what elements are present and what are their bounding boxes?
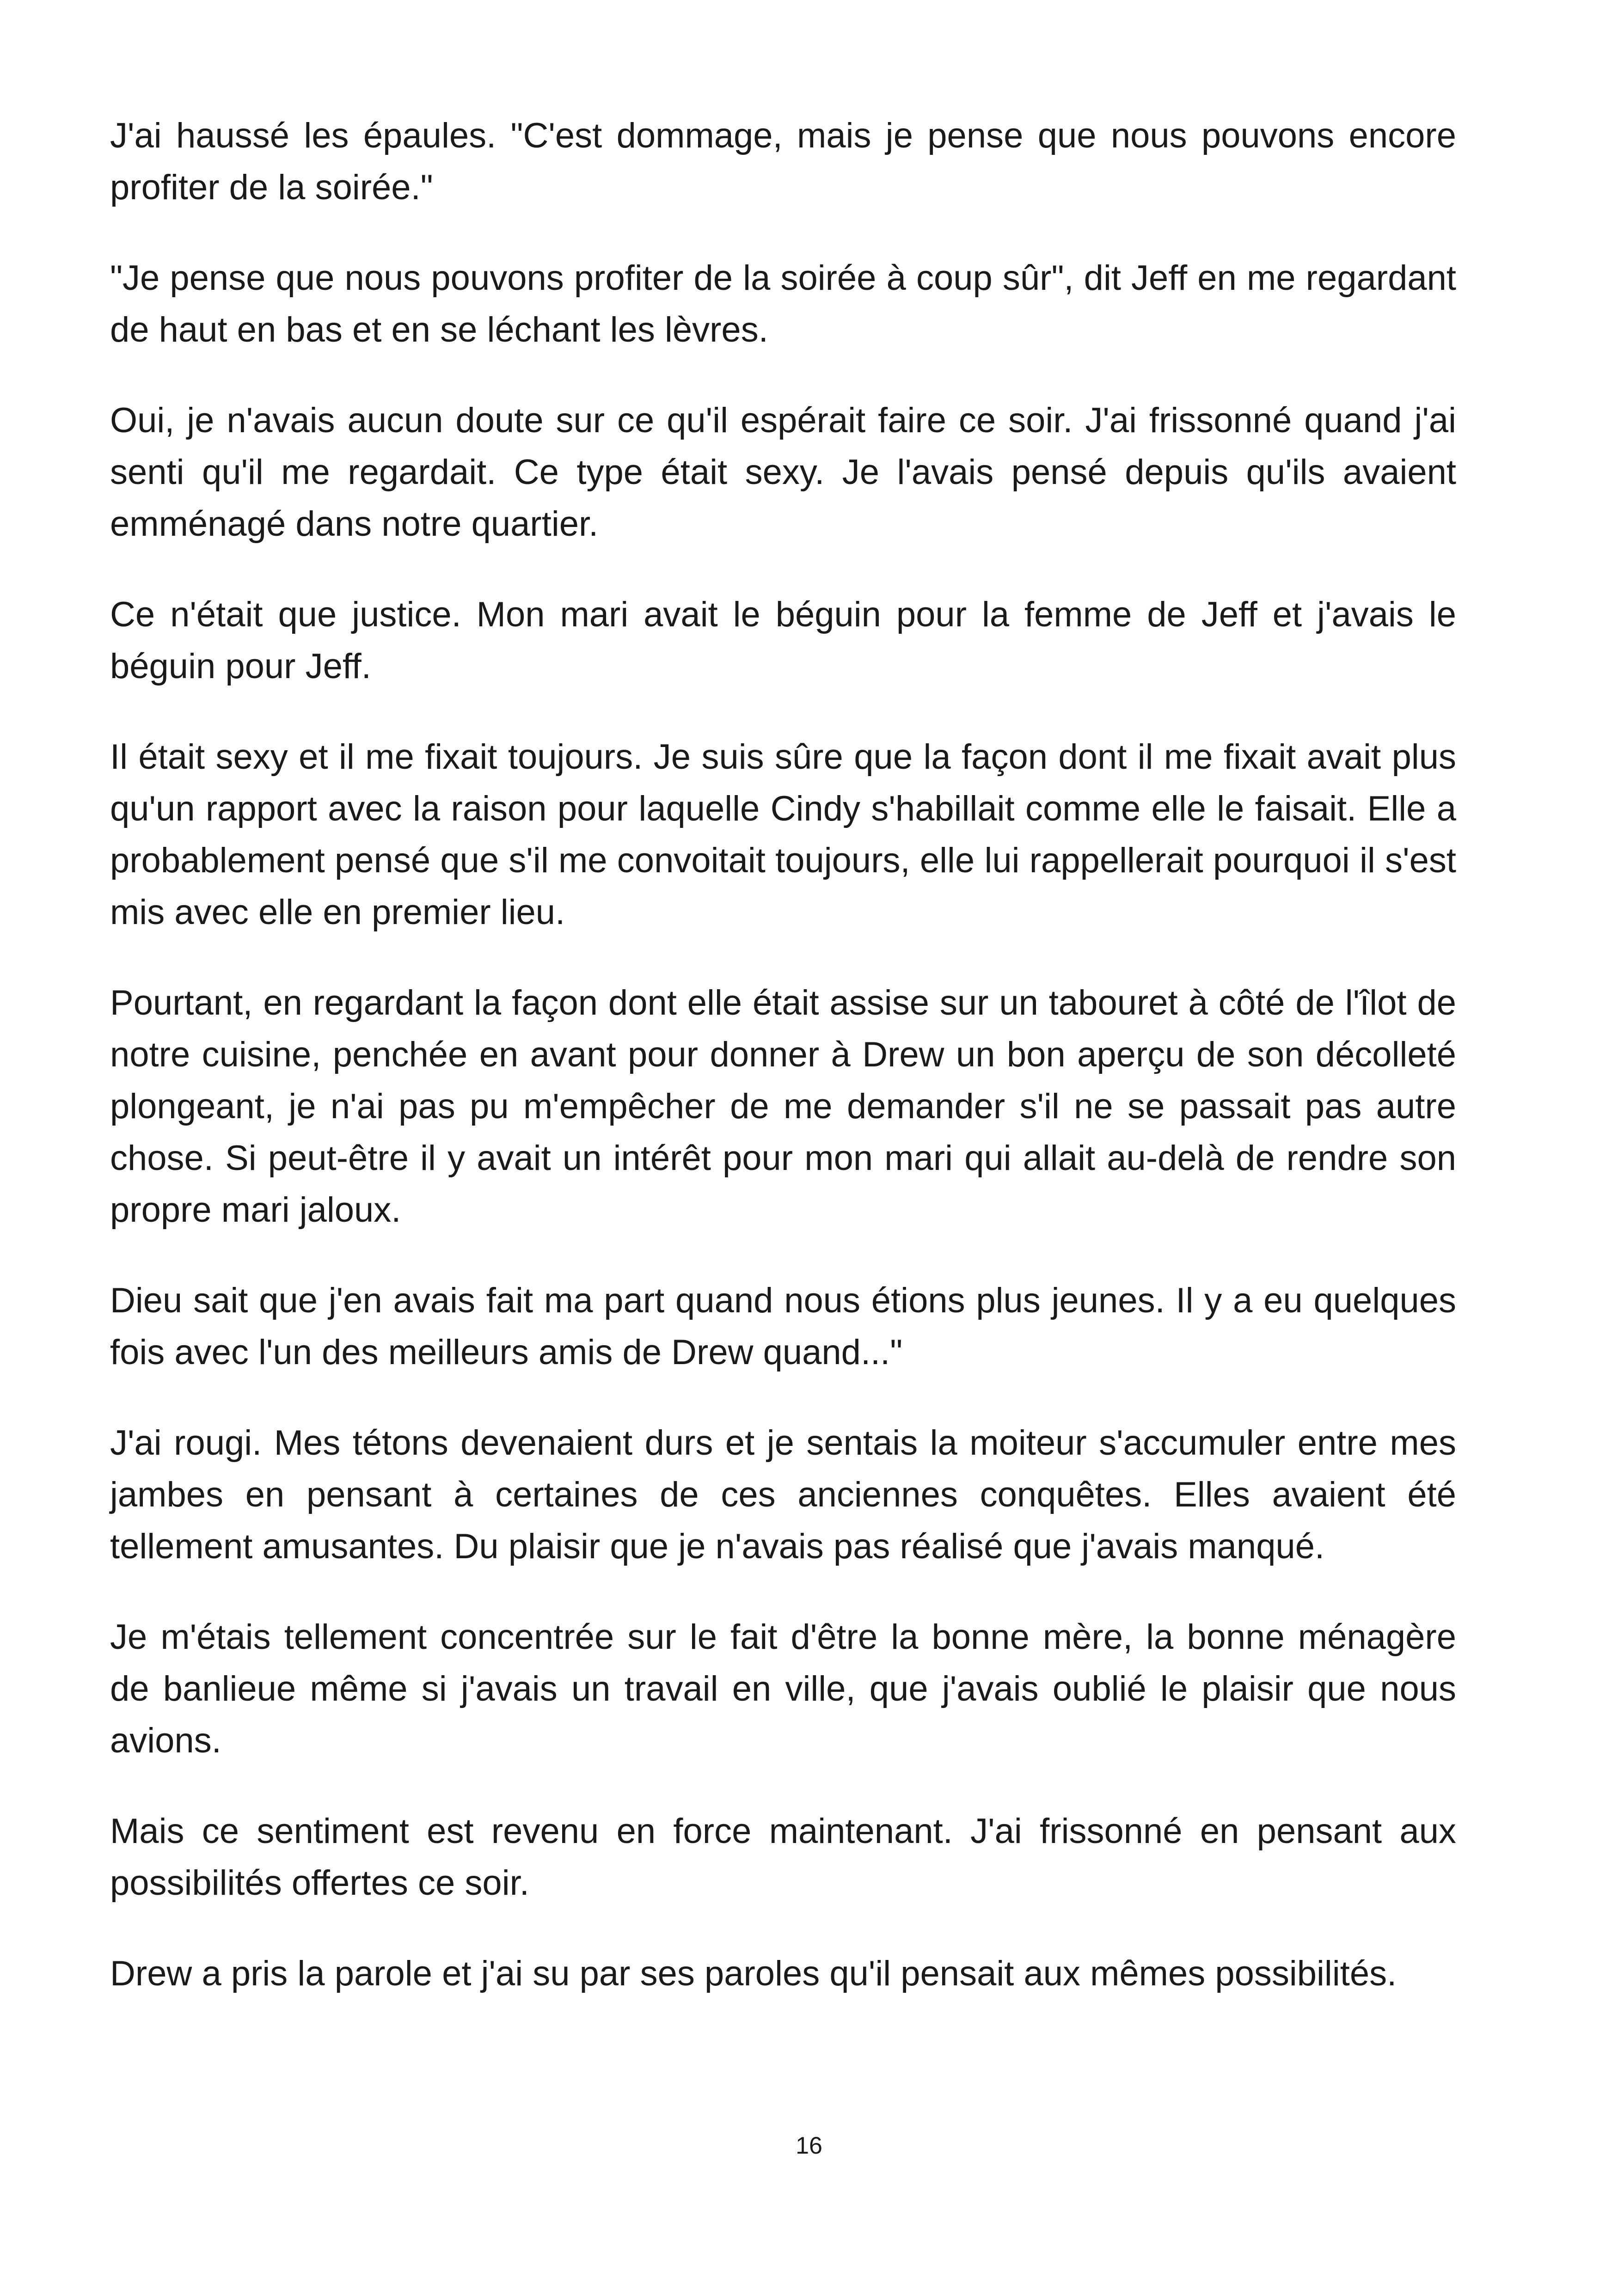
paragraph-3: Oui, je n'avais aucun doute sur ce qu'il espérait faire ce soir. J'ai frissonné quand j'ai senti qu'il me regardait. Ce type était sexy. Je l'avais pensé depuis qu'ils avaient emménagé dans notre quartier. bbox=[110, 401, 1456, 544]
paragraph-4: Ce n'était que justice. Mon mari avait le béguin pour la femme de Jeff et j'avais le béguin pour Jeff. bbox=[110, 595, 1456, 686]
paragraph-1: J'ai haussé les épaules. "C'est dommage, mais je pense que nous pouvons encore profiter de la soirée." bbox=[110, 116, 1456, 207]
paragraph-5: Il était sexy et il me fixait toujours. Je suis sûre que la façon dont il me fixait avait plus qu'un rapport avec la raison pour laquelle Cindy s'habillait comme elle le faisait. Elle a probablement pensé que s'il me convoitait toujours, elle lui rappellerait pourquoi il s'est mis avec elle en premier lieu. bbox=[110, 737, 1456, 932]
paragraph-11: Drew a pris la parole et j'ai su par ses paroles qu'il pensait aux mêmes possibilités. bbox=[110, 1954, 1397, 1993]
paragraph-8: J'ai rougi. Mes tétons devenaient durs et je sentais la moiteur s'accumuler entre mes jambes en pensant à certaines de ces anciennes conquêtes. Elles avaient été tellement amusantes. Du plaisir que je n'avais pas réalisé que j'avais manqué. bbox=[110, 1423, 1456, 1566]
page-number: 16 bbox=[796, 2132, 822, 2159]
paragraph-10: Mais ce sentiment est revenu en force maintenant. J'ai frissonné en pensant aux possibilités offertes ce soir. bbox=[110, 1812, 1456, 1903]
paragraph-6: Pourtant, en regardant la façon dont elle était assise sur un tabouret à côté de l'îlot de notre cuisine, penchée en avant pour donner à Drew un bon aperçu de son décolleté plongeant, je n'ai pas pu m'empêcher de me demander s'il ne se passait pas autre chose. Si peut-être il y avait un intérêt pour mon mari qui allait au-delà de rendre son propre mari jaloux. bbox=[110, 983, 1456, 1230]
paragraph-7: Dieu sait que j'en avais fait ma part quand nous étions plus jeunes. Il y a eu quelques fois avec l'un des meilleurs amis de Drew quand..." bbox=[110, 1281, 1456, 1372]
body-text bbox=[110, 110, 1456, 2039]
paragraph-2: "Je pense que nous pouvons profiter de la soirée à coup sûr", dit Jeff en me regardant de haut en bas et en se léchant les lèvres. bbox=[110, 258, 1456, 349]
paragraph-9: Je m'étais tellement concentrée sur le fait d'être la bonne mère, la bonne ménagère de banlieue même si j'avais un travail en ville, que j'avais oublié le plaisir que nous avions. bbox=[110, 1617, 1456, 1760]
